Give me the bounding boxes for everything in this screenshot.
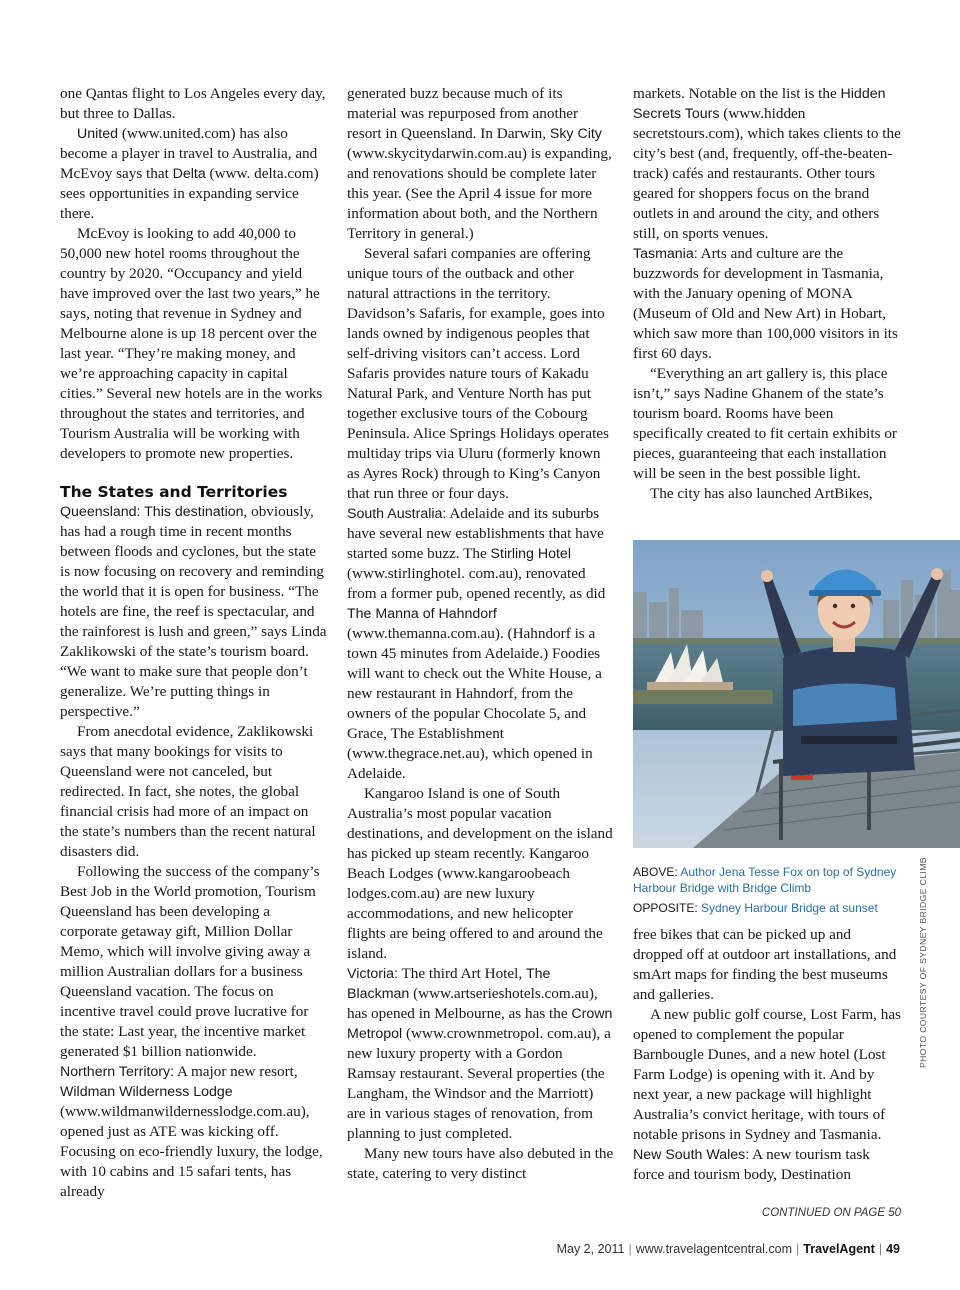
venue-name: Crown Metropol bbox=[347, 1006, 613, 1042]
col3-para-3: “Everything an art gallery is, this place isn’t,” says Nadine Ghanem of the state’s tourism board. Rooms have been specifically created to fit certain exhibits or pieces, guaranteeing that each installation will be seen in the best possible light. bbox=[633, 365, 897, 482]
region-label: Victoria: bbox=[347, 966, 398, 982]
caption-opposite: OPPOSITE: Sydney Harbour Bridge at sunset bbox=[633, 901, 878, 915]
col2-para-2: Several safari companies are offering unique tours of the outback and other natural attractions in the territory. Davidson’s Safaris, for example, goes into lands owned by indigenous peoples that self-driving visitors can’t access. Lord Safaris provides nature tours of Kakadu Natural Park, and Venture North has put together exclusive tours of the Cobourg Peninsula. Alice Springs Holidays operates multiday trips via Uluru (formerly known as Ayres Rock) through to King’s Canyon that run three or four days. bbox=[347, 245, 609, 502]
airline-name: Delta bbox=[172, 166, 206, 182]
page-footer bbox=[557, 1242, 900, 1256]
col3-para-1: markets. Notable on the list is the Hidden Secrets Tours (www.hidden secretstours.com), which takes clients to the city’s best (and, frequently, off-the-beaten-track) cafés and restaurants. Other tours geared for shoppers focus on the brand outlets in and around the city, and others still, on sports venues. bbox=[633, 85, 901, 242]
col1-para-1: one Qantas flight to Los Angeles every day, but three to Dallas. bbox=[60, 85, 326, 122]
col3-para-tasmania: Tasmania: Arts and culture are the buzzwords for development in Tasmania, with the January opening of MONA (Museum of Old and New Art) in Hobart, which saw more than 100,000 visitors in its first 60 days. bbox=[633, 245, 898, 362]
bridge-climb-photo bbox=[633, 540, 960, 848]
col2-para-south-australia: South Australia: Adelaide and its suburbs have several new establishments that have started some buzz. The Stirling Hotel (www.stirlinghotel. com.au), renovated from a former pub, opened recently, as did The Manna of Hahndorf (www.themanna.com.au). (Hahndorf is a town 45 minutes from Adelaide.) Foodies will want to check out the White House, a new restaurant in Hahndorf, from the owners of the popular Chocolate 5, and Grace, The Establishment (www.thegrace.net.au), which opened in Adelaide. bbox=[347, 505, 606, 782]
column-1 bbox=[60, 84, 328, 1202]
col1-para-3: McEvoy is looking to add 40,000 to 50,000 new hotel rooms throughout the country by 2020. “Occupancy and yield have improved over the last two years,” he says, noting that revenue in Sydney and Melbourne alone is up 18 percent over the last year. “They’re making money, and we’re approaching capacity in capital cities.” Several new hotels are in the works throughout the states and territories, and Tourism Australia will be working with developers to promote new properties. bbox=[60, 225, 323, 462]
column-3-continued bbox=[633, 925, 903, 1185]
col2-para-6: Many new tours have also debuted in the state, catering to very distinct bbox=[347, 1145, 614, 1182]
foreshore bbox=[633, 690, 773, 704]
col3b-para-nsw: New South Wales: A new tourism task force and tourism body, Destination bbox=[633, 1146, 870, 1183]
col2-para-victoria: Victoria: The third Art Hotel, The Blackman (www.artserieshotels.com.au), has opened in Melbourne, as has the Crown Metropol (www.crownmetropol. com.au), a new luxury property with a Gordon Ramsay restaurant. Several properties (the Langham, the Windsor and the Marriott) are in various stages of renovation, from planning to just completed. bbox=[347, 965, 613, 1142]
footer-separator: | bbox=[878, 1242, 883, 1256]
venue-name: Wildman Wilderness Lodge bbox=[60, 1084, 233, 1100]
col3b-para-1: free bikes that can be picked up and dropped off at outdoor art installations, and smArt maps for finding the best museums and galleries. bbox=[633, 926, 897, 1003]
venue-name: Sky City bbox=[549, 126, 602, 142]
col3b-para-2: A new public golf course, Lost Farm, has opened to complement the popular Barnbougle Dunes, and a new hotel (Lost Farm Lodge) is opening with it. And by next year, a new package will highlight Australia’s convict heritage, with tours of notable prisons in Sydney and Tasmania. bbox=[633, 1006, 901, 1143]
col1-para-5: From anecdotal evidence, Zaklikowski says that many bookings for visits to Queensland were not canceled, but redirected. In fact, she notes, the global financial crisis had more of an impact on the state’s numbers than the recent natural disasters did. bbox=[60, 723, 316, 860]
website-url: www.travelagentcentral.com bbox=[635, 1242, 793, 1256]
column-3 bbox=[633, 84, 901, 504]
footer-separator: | bbox=[796, 1242, 800, 1256]
venue-name: Hidden Secrets Tours bbox=[633, 86, 886, 122]
photo-credit: PHOTO COURTESY OF SYDNEY BRIDGE CLIMB bbox=[918, 857, 928, 1068]
col1-para-queensland: Queensland: This destination, obviously, has had a rough time in recent months between floods and cyclones, but the state is now focusing on recovery and reminding the world that it is open for business. “The hotels are fine, the reef is spectacular, and the rainforest is lush and green,” says Linda Zaklikowski of the state’s tourism board. “We want to make sure that people don’t generalize. We’re putting things in perspective.” bbox=[60, 503, 327, 720]
photo-illustration bbox=[633, 540, 960, 848]
col1-para-northern-territory: Northern Territory: A major new resort, Wildman Wilderness Lodge (www.wildmanwildernesslodge.com.au), opened just as ATE was kicking off. Focusing on eco-friendly luxury, the lodge, with 10 cabins and 15 safari tents, has already bbox=[60, 1063, 323, 1200]
region-label: Queensland: This destination bbox=[60, 504, 244, 520]
caption-above: ABOVE: Author Jena Tesse Fox on top of Sydney Harbour Bridge with Bridge Climb bbox=[633, 865, 897, 895]
col3-para-4: The city has also launched ArtBikes, bbox=[650, 485, 873, 502]
region-label: Northern Territory: bbox=[60, 1064, 175, 1080]
venue-name: Stirling Hotel bbox=[490, 546, 571, 562]
photo-captions bbox=[633, 864, 923, 916]
column-2 bbox=[347, 84, 615, 1184]
region-label: South Australia: bbox=[347, 506, 447, 522]
airline-name: United bbox=[77, 126, 119, 142]
magazine-brand: TravelAgent bbox=[803, 1242, 875, 1256]
col1-para-6: Following the success of the company’s Best Job in the World promotion, Tourism Queensland has been developing a corporate getaway gift, Million Dollar Memo, which will involve giving away a million Australian dollars for a business Queensland vacation. The focus on incentive travel could prove lucrative for the state: Last year, the incentive market generated $1 billion nationwide. bbox=[60, 863, 320, 1060]
col1-para-2: United (www.united.com) has also become a player in travel to Australia, and McEvoy says that Delta (www. delta.com) sees opportunities in expanding service there. bbox=[60, 125, 319, 222]
venue-name: The Manna of Hahndorf bbox=[347, 606, 497, 622]
col2-para-4: Kangaroo Island is one of South Australia’s most popular vacation destinations, and development on the island has picked up steam recently. Kangaroo Beach Lodges (www.kangaroobeach lodges.com.au) are new luxury accommodations, and new helicopter flights are being offered to and around the island. bbox=[347, 785, 613, 962]
issue-date: May 2, 2011 bbox=[556, 1242, 625, 1256]
region-label: Tasmania: bbox=[633, 246, 698, 262]
continued-notice: CONTINUED ON PAGE 50 bbox=[761, 1207, 901, 1219]
region-label: New South Wales: bbox=[633, 1147, 750, 1163]
venue-name: The Blackman bbox=[347, 966, 551, 1002]
footer-separator: | bbox=[628, 1242, 632, 1256]
section-heading: The States and Territories bbox=[60, 483, 288, 501]
page-number: 49 bbox=[886, 1242, 900, 1256]
col2-para-1: generated buzz because much of its material was repurposed from another resort in Queensland. In Darwin, Sky City (www.skycitydarwin.com.au) is expanding, and renovations should be complete later this year. (See the April 4 issue for more information about both, and the Northern Territory in general.) bbox=[347, 85, 612, 242]
